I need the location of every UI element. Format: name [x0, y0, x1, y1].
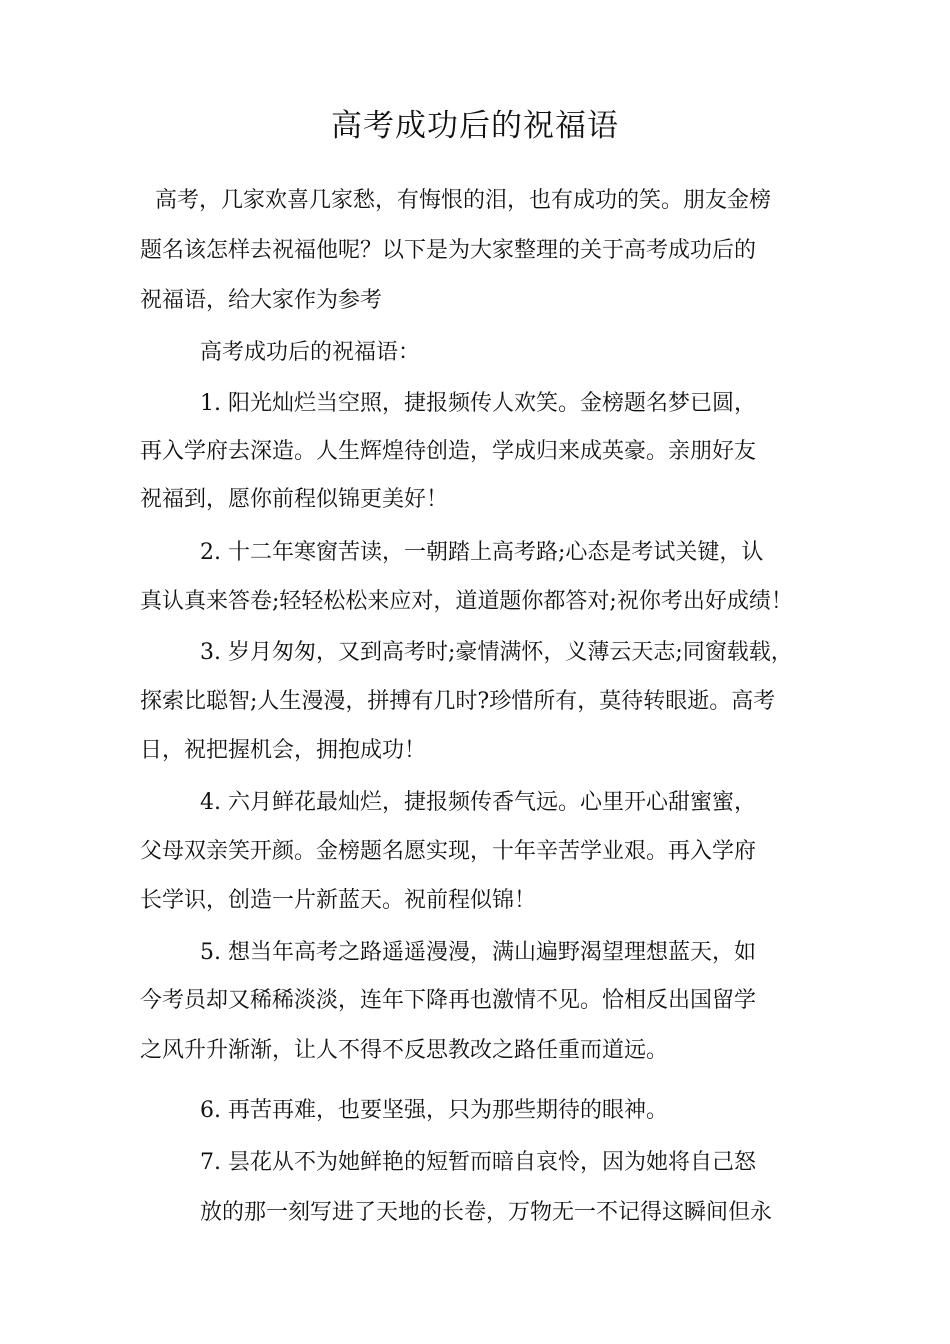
text-line: 4. 六月鲜花最灿烂，捷报频传香气远。心里开心甜蜜蜜， — [200, 790, 756, 815]
text-line: 3. 岁月匆匆，又到高考时;豪情满怀，义薄云天志;同窗载载， — [200, 640, 793, 665]
text-line: 今考员却又稀稀淡淡，连年下降再也激情不见。恰相反出国留学 — [140, 988, 757, 1013]
section-heading: 高考成功后的祝福语： — [200, 340, 421, 365]
text-line: 6. 再苦再难，也要坚强，只为那些期待的眼神。 — [200, 1098, 668, 1123]
text-line: 之风升升渐渐，让人不得不反思教改之路任重而道远。 — [140, 1038, 669, 1063]
document-title: 高考成功后的祝福语 — [331, 108, 619, 144]
text-line: 5. 想当年高考之路遥遥漫漫，满山遍野渴望理想蓝天，如 — [200, 940, 756, 965]
text-line: 祝福到，愿你前程似锦更美好！ — [140, 487, 449, 512]
text-line: 探索比聪智;人生漫漫，拼搏有几时?珍惜所有，莫待转眼逝。高考 — [140, 689, 776, 714]
text-line: 日，祝把握机会，拥抱成功！ — [140, 738, 427, 763]
text-line: 高考，几家欢喜几家愁，有悔恨的泪，也有成功的笑。朋友金榜 — [155, 188, 772, 213]
text-line: 真认真来答卷;轻轻松松来应对，道道题你都答对;祝你考出好成绩！ — [140, 589, 793, 614]
text-line: 父母双亲笑开颜。金榜题名愿实现，十年辛苦学业艰。再入学府 — [140, 839, 757, 864]
text-line: 7. 昙花从不为她鲜艳的短暂而暗自哀怜，因为她将自己怒 — [200, 1150, 756, 1175]
text-line: 再入学府去深造。人生辉煌待创造，学成归来成英豪。亲朋好友 — [140, 439, 757, 464]
text-line: 1. 阳光灿烂当空照，捷报频传人欢笑。金榜题名梦已圆， — [200, 391, 756, 416]
text-line: 祝福语，给大家作为参考 — [140, 288, 383, 313]
text-line: 2. 十二年寒窗苦读，一朝踏上高考路;心态是考试关键，认 — [200, 540, 764, 565]
text-line: 放的那一刻写进了天地的长卷，万物无一不记得这瞬间但永 — [200, 1200, 773, 1225]
text-line: 长学识，创造一片新蓝天。祝前程似锦！ — [140, 888, 537, 913]
text-line: 题名该怎样去祝福他呢？以下是为大家整理的关于高考成功后的 — [140, 238, 757, 263]
